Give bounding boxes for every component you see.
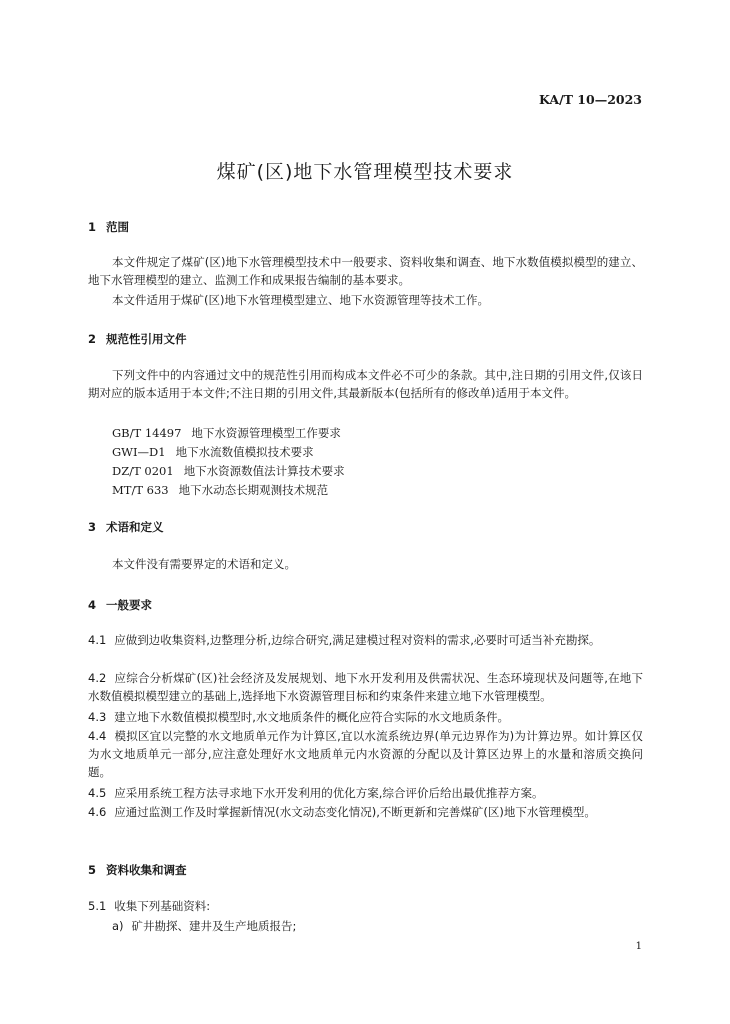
clause-text: 收集下列基础资料: (114, 899, 211, 913)
list-item-text: 矿井勘探、建井及生产地质报告; (131, 919, 297, 933)
section-number: 1 (88, 220, 97, 234)
clause-text: 应做到边收集资料,边整理分析,边综合研究,满足建模过程对资料的需求,必要时可适当补充勘探。 (114, 633, 601, 647)
section-title: 规范性引用文件 (106, 332, 187, 346)
reference-item (112, 424, 341, 442)
reference-title: 地下水资源管理模型工作要求 (191, 426, 341, 440)
reference-code: GWI—D1 (112, 445, 166, 459)
reference-code: DZ/T 0201 (112, 464, 174, 478)
section-number: 3 (88, 520, 97, 534)
section-title: 一般要求 (106, 598, 152, 612)
reference-code: GB/T 14497 (112, 426, 182, 440)
document-title: 煤矿(区)地下水管理模型技术要求 (216, 161, 514, 183)
clause-4-3 (88, 708, 643, 726)
clause-4-2 (88, 669, 643, 705)
section-4-heading (88, 597, 152, 613)
clause-text: 应通过监测工作及时掌握新情况(水文动态变化情况),不断更新和完善煤矿(区)地下水管理模型。 (114, 805, 596, 819)
clause-text: 应采用系统工程方法寻求地下水开发利用的优化方案,综合评价后给出最优推荐方案。 (114, 786, 544, 800)
section-title: 术语和定义 (106, 520, 164, 534)
section-3-para: 本文件没有需要界定的术语和定义。 (112, 557, 296, 571)
clause-number: 4.4 (88, 729, 107, 743)
clause-number: 4.2 (88, 671, 107, 685)
clause-4-1 (88, 631, 643, 649)
section-number: 4 (88, 598, 97, 612)
clause-4-6 (88, 803, 643, 821)
section-number: 2 (88, 332, 97, 346)
section-2-heading (88, 331, 187, 347)
clause-number: 5.1 (88, 899, 107, 913)
clause-text: 模拟区宜以完整的水文地质单元作为计算区,宜以水流系统边界(单元边界作为)为计算边界。如计算区仅为水文地质单元一部分,应注意处理好水文地质单元内水资源的分配以及计算区边界上的水量和溶质交换问题。 (88, 729, 643, 779)
reference-code: MT/T 633 (112, 483, 169, 497)
clause-4-5 (88, 784, 643, 802)
page-number: 1 (635, 941, 642, 952)
reference-item (112, 462, 345, 480)
clause-text: 应综合分析煤矿(区)社会经济及发展规划、地下水开发利用及供需状况、生态环境现状及问题等,在地下水数值模拟模型建立的基础上,选择地下水资源管理目标和约束条件来建立地下水管理模型。 (88, 671, 643, 703)
section-1-para-1: 本文件规定了煤矿(区)地下水管理模型技术中一般要求、资料收集和调查、地下水数值模拟模型的建立、地下水管理模型的建立、监测工作和成果报告编制的基本要求。 (88, 255, 643, 287)
list-item (112, 917, 296, 935)
section-3-heading (88, 519, 164, 535)
clause-text: 建立地下水数值模拟模型时,水文地质条件的概化应符合实际的水文地质条件。 (114, 710, 509, 724)
section-2-intro: 下列文件中的内容通过文中的规范性引用而构成本文件必不可少的条款。其中,注日期的引用文件,仅该日期对应的版本适用于本文件;不注日期的引用文件,其最新版本(包括所有的修改单)适用于本文件。 (88, 368, 643, 400)
reference-title: 地下水资源数值法计算技术要求 (183, 464, 345, 478)
list-item-label: a) (112, 919, 124, 933)
clause-4-4 (88, 727, 643, 781)
section-title: 范围 (106, 220, 129, 234)
clause-number: 4.3 (88, 710, 107, 724)
section-1-heading (88, 219, 129, 235)
clause-number: 4.1 (88, 633, 107, 647)
clause-number: 4.6 (88, 805, 107, 819)
reference-title: 地下水流数值模拟技术要求 (175, 445, 314, 459)
reference-item (112, 481, 328, 499)
section-5-heading (88, 862, 187, 878)
section-title: 资料收集和调查 (106, 863, 187, 877)
reference-title: 地下水动态长期观测技术规范 (178, 483, 329, 497)
document-code: KA/T 10—2023 (539, 92, 642, 107)
reference-item (112, 443, 314, 461)
clause-5-1 (88, 897, 643, 915)
clause-number: 4.5 (88, 786, 107, 800)
section-1-para-2: 本文件适用于煤矿(区)地下水管理模型建立、地下水资源管理等技术工作。 (112, 293, 489, 307)
section-number: 5 (88, 863, 97, 877)
